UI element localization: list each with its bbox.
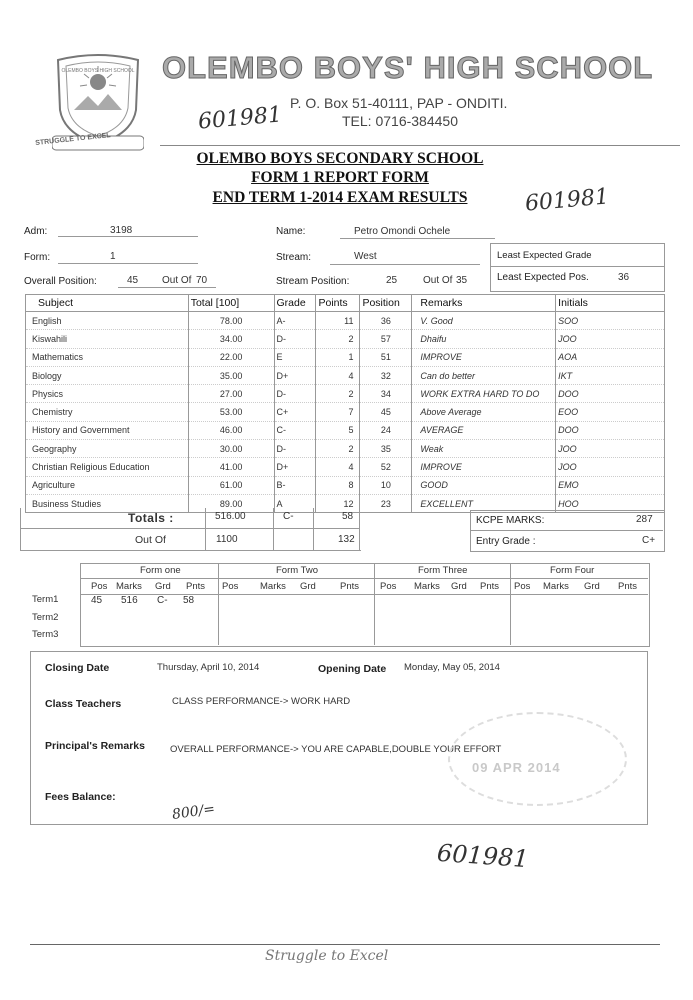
grade-cell: D- [274,330,316,348]
total-cell: 34.00 [188,330,274,348]
class-teachers-remark: CLASS PERFORMANCE-> WORK HARD [172,696,351,707]
footer-divider [30,944,660,945]
stream-value: West [354,251,377,262]
initials-cell: DOO [556,385,665,403]
progress-col-header: Pnts [186,581,206,592]
crest-text: OLEMBO BOYS HIGH SCHOOL [61,68,135,74]
total-cell: 27.00 [188,385,274,403]
crest-motto: STRUGGLE TO EXCEL [34,132,112,147]
col-header: Position [360,295,412,312]
initials-cell: IKT [556,366,665,384]
position-cell: 52 [360,458,412,476]
subject-cell: Kiswahili [26,330,189,348]
position-cell: 57 [360,330,412,348]
totals-points: 58 [342,511,354,522]
result-row [26,476,665,494]
initials-cell: EMO [556,476,665,494]
principal-label: Principal's Remarks [45,740,145,752]
entry-value: C+ [642,535,656,546]
result-row [26,385,665,403]
position-cell: 45 [360,403,412,421]
subject-cell: Chemistry [26,403,189,421]
col-header: Total [100] [188,295,274,312]
term3-label: Term3 [32,629,59,640]
footer-motto: Struggle to Excel [265,948,389,964]
grade-cell: D+ [274,458,316,476]
points-cell: 7 [316,403,360,421]
col-header: Initials [556,295,665,312]
total-cell: 30.00 [188,440,274,458]
subject-cell: Geography [26,440,189,458]
progress-col-header: Pnts [480,581,500,592]
total-cell: 89.00 [188,494,274,512]
subject-cell: Agriculture [26,476,189,494]
points-cell: 11 [316,312,360,330]
col-header: Remarks [412,295,556,312]
totals-label: Totals : [128,511,174,525]
progress-col-header: Marks [543,581,569,592]
progress-col-header: Pos [91,581,108,592]
subject-cell: Physics [26,385,189,403]
position-cell: 24 [360,421,412,439]
col-header: Points [316,295,360,312]
grade-cell: E [274,348,316,366]
stream-label: Stream: [276,252,312,263]
term1-grd: C- [157,595,168,606]
col-header: Subject [26,295,189,312]
remarks-cell: Can do better [412,366,556,384]
total-cell: 41.00 [188,458,274,476]
remarks-cell: AVERAGE [412,421,556,439]
form-three-header: Form Three [418,565,468,576]
term1-pnts: 58 [183,595,195,606]
subject-cell: Mathematics [26,348,189,366]
points-cell: 2 [316,385,360,403]
class-teachers-label: Class Teachers [45,698,122,710]
result-row [26,458,665,476]
initials-cell: HOO [556,494,665,512]
points-cell: 8 [316,476,360,494]
progress-col-header: Marks [414,581,440,592]
progress-col-header: Pnts [340,581,360,592]
position-cell: 35 [360,440,412,458]
remarks-cell: IMPROVE [412,348,556,366]
opening-label: Opening Date [318,663,387,675]
term1-label: Term1 [32,594,59,605]
adm-value: 3198 [110,225,133,236]
stream-pos-value: 25 [386,275,398,286]
term1-marks: 516 [121,595,138,606]
progress-col-header: Pos [514,581,531,592]
results-header-row [26,295,665,312]
total-cell: 46.00 [188,421,274,439]
stream-outof-label: Out Of [423,275,453,286]
col-header: Grade [274,295,316,312]
stream-outof: 35 [456,275,468,286]
subject-cell: English [26,312,189,330]
initials-cell: JOO [556,330,665,348]
total-cell: 78.00 [188,312,274,330]
grade-cell: C+ [274,403,316,421]
initials-cell: JOO [556,458,665,476]
initials-cell: EOO [556,403,665,421]
progress-col-header: Grd [451,581,467,592]
remarks-cell: V. Good [412,312,556,330]
initials-cell: AOA [556,348,665,366]
outof-total: 1100 [216,534,238,545]
overall-outof-label: Out Of [162,275,192,286]
grade-cell: D+ [274,366,316,384]
form-value: 1 [110,251,116,262]
principal-remark: OVERALL PERFORMANCE-> YOU ARE CAPABLE,DOUBLE YOUR EFFORT [170,744,502,755]
term2-label: Term2 [32,612,59,623]
handwritten-number: 601981 [436,838,530,874]
result-row [26,440,665,458]
least-grade-label: Least Expected Grade [497,250,592,261]
position-cell: 51 [360,348,412,366]
entry-label: Entry Grade : [476,536,536,547]
form-two-header: Form Two [276,565,319,576]
grade-cell: C- [274,421,316,439]
points-cell: 5 [316,421,360,439]
remarks-cell: Weak [412,440,556,458]
stream-pos-label: Stream Position: [276,276,350,287]
progress-col-header: Grd [155,581,171,592]
progress-col-header: Marks [116,581,142,592]
totals-total: 516.00 [215,511,246,522]
result-row [26,312,665,330]
remarks-cell: GOOD [412,476,556,494]
points-cell: 12 [316,494,360,512]
total-cell: 35.00 [188,366,274,384]
header-divider [160,145,680,146]
grade-cell: D- [274,385,316,403]
total-cell: 22.00 [188,348,274,366]
initials-cell: SOO [556,312,665,330]
total-cell: 61.00 [188,476,274,494]
term1-pos: 45 [91,595,103,606]
initials-cell: JOO [556,440,665,458]
progress-col-header: Pos [222,581,239,592]
school-address: P. O. Box 51-40111, PAP - ONDITI. [290,95,508,111]
subject-cell: Christian Religious Education [26,458,189,476]
least-pos-value: 36 [618,272,630,283]
points-cell: 1 [316,348,360,366]
points-cell: 2 [316,440,360,458]
remarks-cell: Dhaifu [412,330,556,348]
name-label: Name: [276,226,306,237]
form-label: Form: [24,252,51,263]
student-name: Petro Omondi Ochele [354,226,451,237]
closing-date: Thursday, April 10, 2014 [157,662,260,673]
results-table [25,294,665,513]
title-line-3: END TERM 1-2014 EXAM RESULTS [212,189,468,206]
school-name: OLEMBO BOYS' HIGH SCHOOL [162,50,654,85]
result-row [26,330,665,348]
result-row [26,366,665,384]
subject-cell: History and Government [26,421,189,439]
progress-col-header: Pnts [618,581,638,592]
progress-col-header: Grd [584,581,600,592]
fees-label: Fees Balance: [45,791,116,803]
position-cell: 36 [360,312,412,330]
least-pos-label: Least Expected Pos. [497,272,589,283]
progress-col-header: Marks [260,581,286,592]
result-row [26,421,665,439]
totals-box [20,508,361,551]
result-row [26,403,665,421]
subject-cell: Business Studies [26,494,189,512]
kcpe-value: 287 [636,514,653,525]
outof-points: 132 [338,534,355,545]
remarks-cell: IMPROVE [412,458,556,476]
initials-cell: DOO [556,421,665,439]
closing-label: Closing Date [45,662,110,674]
overall-label: Overall Position: [24,276,97,287]
handwritten-number: 601981 [524,184,610,217]
overall-outof: 70 [196,275,208,286]
grade-cell: A- [274,312,316,330]
title-line-1: OLEMBO BOYS SECONDARY SCHOOL [196,150,484,167]
progress-col-header: Pos [380,581,397,592]
stamp-date: 09 APR 2014 [472,760,561,775]
grade-cell: B- [274,476,316,494]
position-cell: 10 [360,476,412,494]
grade-cell: A [274,494,316,512]
fees-value: 800/= [171,801,217,823]
points-cell: 2 [316,330,360,348]
adm-label: Adm: [24,226,48,237]
remarks-cell: EXCELLENT [412,494,556,512]
form-one-header: Form one [140,565,181,576]
kcpe-label: KCPE MARKS: [476,515,545,526]
school-tel: TEL: 0716-384450 [342,113,458,129]
position-cell: 32 [360,366,412,384]
position-cell: 34 [360,385,412,403]
overall-value: 45 [127,275,139,286]
opening-date: Monday, May 05, 2014 [404,662,500,673]
subject-cell: Biology [26,366,189,384]
remarks-cell: Above Average [412,403,556,421]
title-line-2: FORM 1 REPORT FORM [251,169,429,186]
school-stamp [448,712,627,806]
progress-col-header: Grd [300,581,316,592]
totals-grade: C- [283,511,294,522]
result-row [26,348,665,366]
remarks-cell: WORK EXTRA HARD TO DO [412,385,556,403]
outof-label: Out Of [135,534,166,546]
form-four-header: Form Four [550,565,595,576]
position-cell: 23 [360,494,412,512]
grade-cell: D- [274,440,316,458]
handwritten-number: 601981 [197,102,283,135]
points-cell: 4 [316,366,360,384]
total-cell: 53.00 [188,403,274,421]
points-cell: 4 [316,458,360,476]
